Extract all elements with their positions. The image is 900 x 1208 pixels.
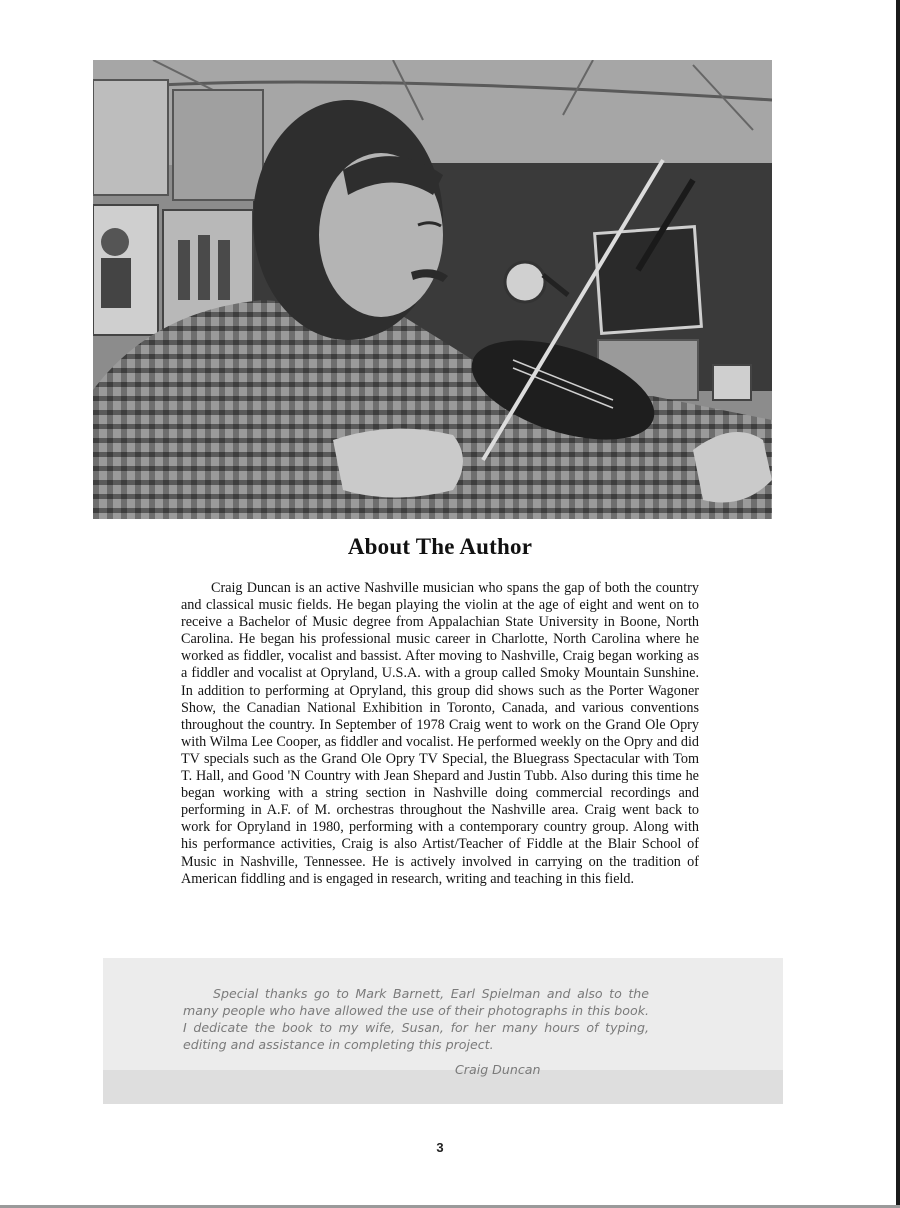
page-number: 3 xyxy=(436,1140,444,1155)
acknowledgement-text: Special thanks go to Mark Barnett, Earl Spielman and also to the many people who have allowed the use of their photographs in this book. I dedicate the book to my wife, Susan, for her many hours of typing, editing and assistance in completing this project. xyxy=(183,986,649,1052)
acknowledgement-band xyxy=(103,1070,783,1104)
page-edge-right xyxy=(896,0,900,1208)
signature: Craig Duncan xyxy=(455,1062,541,1077)
page-title: About The Author xyxy=(347,534,533,559)
acknowledgement-box xyxy=(103,958,783,1104)
author-biography: Craig Duncan is an active Nashville musician who spans the gap of both the country and classical music fields. He began playing the violin at the age of eight and went on to receive a Bachelor of Music degree from Appalachian State University in Boone, North Carolina. He began his professional music career in Charlotte, North Carolina where he worked as fiddler, vocalist and bassist. After moving to Nashville, Craig began working as a fiddler and vocalist at Opryland, U.S.A. with a group called Smoky Mountain Sunshine. In addition to performing at Opryland, this group did shows such as the Porter Wagoner Show, the Canadian National Exhibition in Toronto, Canada, and various conventions throughout the country. In September of 1978 Craig went to work on the Grand Ole Opry with Wilma Lee Cooper, as fiddler and vocalist. He performed weekly on the Opry and did TV specials such as the Grand Ole Opry TV Special, the Bluegrass Spectacular with Tom T. Hall, and Good 'N Country with Jean Shepard and Justin Tubb. Also during this time he began working with a string section in Nashville doing commercial recordings and performing in A.F. of M. orchestras throughout the Nashville area. Craig went back to work for Opryland in 1980, performing with a contemporary country group. Along with his performance activities, Craig is also Artist/Teacher of Fiddle at the Blair School of Music in Nashville, Tennessee. He is actively involved in carrying on the tradition of American fiddling and is engaged in research, writing and teaching in this field. xyxy=(181,580,699,887)
author-photo xyxy=(93,60,772,519)
